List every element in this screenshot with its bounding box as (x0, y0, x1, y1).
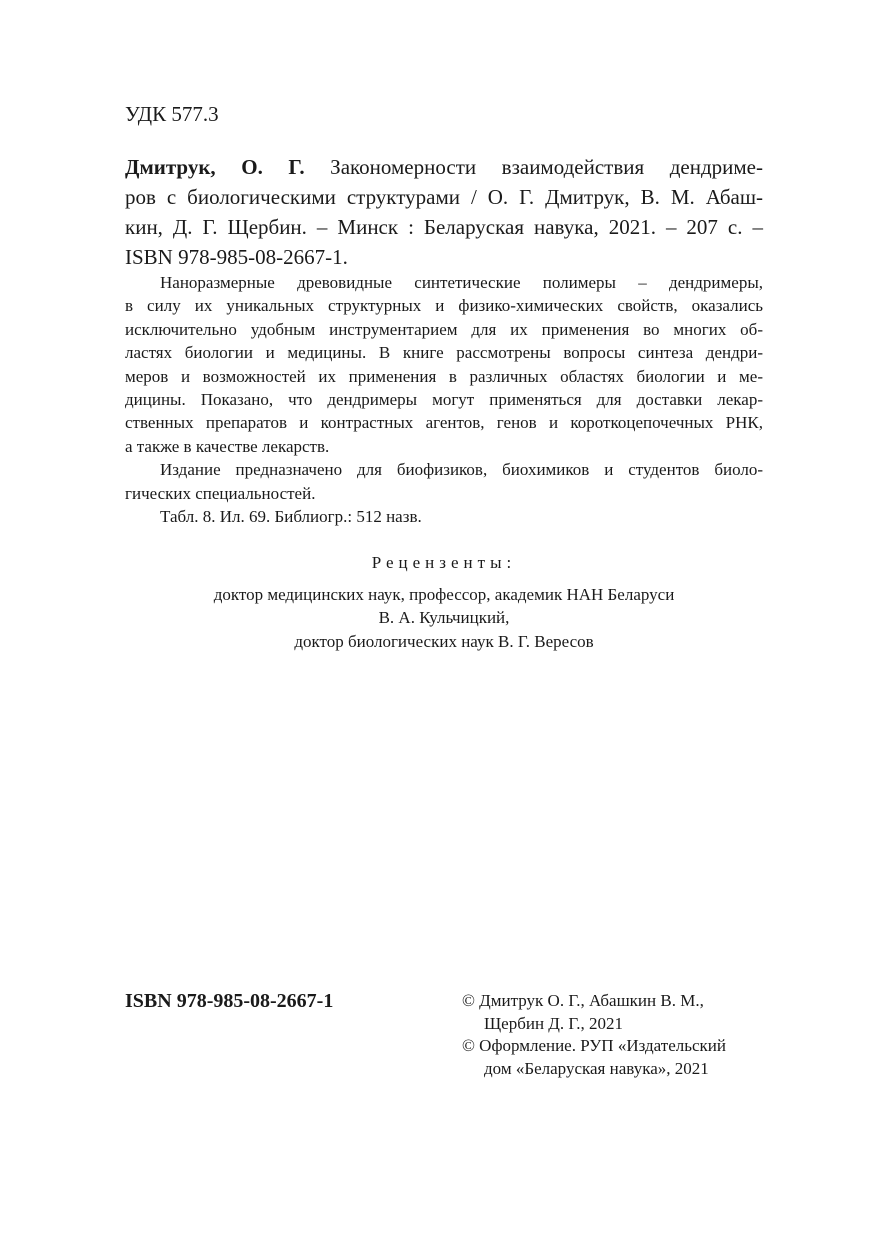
reviewers-heading: Рецензенты: (371, 553, 517, 572)
audience-line: гических специальностей. (125, 483, 316, 503)
copyright-line: Щербин Д. Г., 2021 (484, 1013, 624, 1033)
annotation-line: Наноразмерные древовидные синтетические полимеры – дендримеры, (160, 273, 763, 292)
biblio-line-3: кин, Д. Г. Щербин. – Минск : Беларуская навука, 2021. – 207 с. – (125, 215, 763, 239)
author-name: Дмитрук, О. Г. (125, 155, 305, 179)
copyright-line: дом «Беларуская навука», 2021 (484, 1058, 709, 1078)
stats-line: Табл. 8. Ил. 69. Библиогр.: 512 назв. (160, 507, 422, 527)
audience-line: Издание предназначено для биофизиков, биохимиков и студентов биоло- (160, 460, 763, 480)
annotation-line: в силу их уникальных структурных и физико-химических свойств, оказались (125, 296, 763, 316)
udk-code: УДК 577.3 (125, 102, 219, 126)
biblio-line-1: Дмитрук, О. Г. Закономерности взаимодействия дендриме- (125, 155, 763, 179)
reviewers-list (125, 583, 763, 653)
reviewer-line: доктор биологических наук В. Г. Вересов (294, 631, 594, 651)
copyright-line: © Дмитрук О. Г., Абашкин В. М., (462, 991, 704, 1010)
annotation-line: меров и возможностей их применения в различных областях биологии и ме- (125, 366, 763, 386)
annotation-line: ственных препаратов и контрастных агентов, генов и короткоцепочечных РНК, (125, 413, 763, 433)
bibliographic-record (125, 152, 763, 272)
annotation-line: а также в качестве лекарств. (125, 436, 330, 456)
annotation-line: ластях биологии и медицины. В книге рассмотрены вопросы синтеза дендри- (125, 343, 763, 363)
copyright-line: © Оформление. РУП «Издательский (462, 1036, 726, 1055)
copyright-block (462, 990, 782, 1080)
biblio-line-2: ров с биологическими структурами / О. Г. Дмитрук, В. М. Абаш- (125, 185, 763, 209)
biblio-line-4: ISBN 978-985-08-2667-1. (125, 245, 348, 269)
reviewer-line: доктор медицинских наук, профессор, академик НАН Беларуси (213, 585, 675, 604)
isbn-number: ISBN 978-985-08-2667-1 (125, 990, 334, 1012)
reviewer-line: В. А. Кульчицкий, (378, 608, 510, 628)
annotation-line: исключительно удобным инструментарием для их применения во многих об- (125, 319, 763, 339)
annotation (125, 271, 763, 528)
annotation-line: дицины. Показано, что дендримеры могут применяться для доставки лекар- (125, 390, 763, 410)
